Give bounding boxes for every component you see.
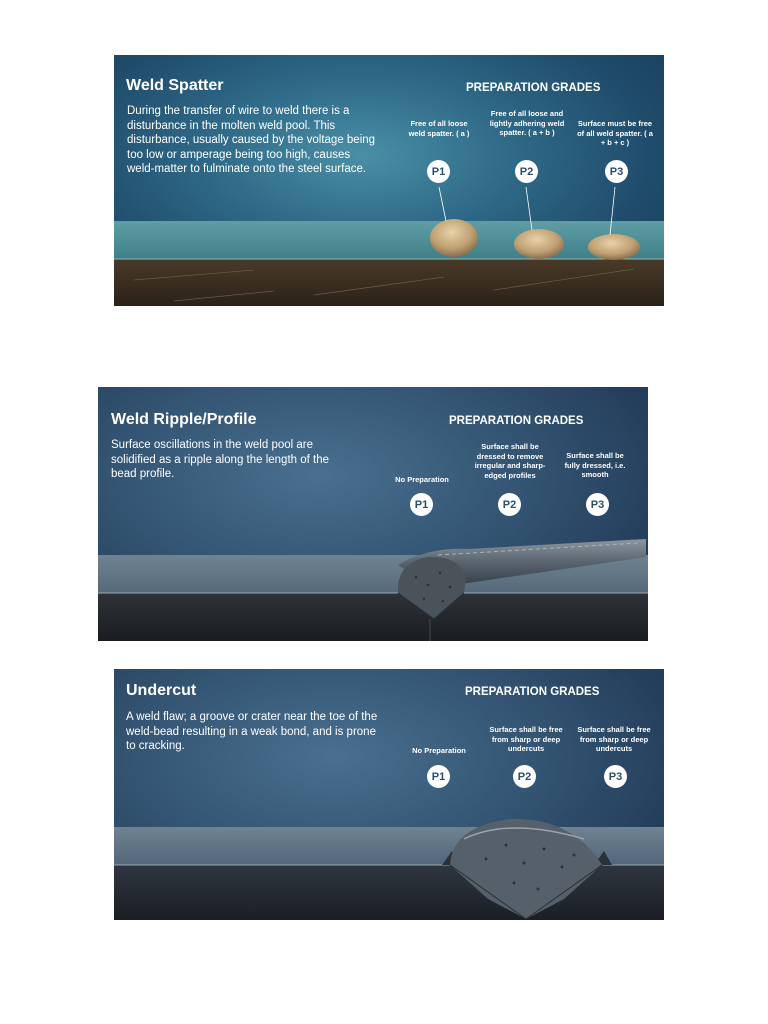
spatter-blob-c [588, 234, 640, 260]
grade-p3-description: Surface must be free of all weld spatter. ( a + b + c ) [577, 119, 653, 147]
panel-title: Weld Spatter [126, 77, 224, 94]
spatter-blob-a [430, 219, 478, 257]
panel-description: A weld flaw; a groove or crater near the toe of the weld-bead resulting in a weak bond, and is prone to cracking. [126, 711, 378, 752]
grade-p2-description: Surface shall be dressed to remove irregular and sharp-edged profiles [474, 442, 546, 480]
grade-p2-description: Surface shall be free from sharp or deep undercuts [489, 725, 563, 753]
grade-p3-badge: P3 [586, 493, 609, 516]
grade-p1-badge: P1 [410, 493, 433, 516]
spatter-blob-b [514, 229, 564, 259]
grade-p2-badge: P2 [515, 160, 538, 183]
grade-p3-description: Surface shall be fully dressed, i.e. smooth [564, 451, 626, 479]
weld-ripple-panel [98, 387, 648, 641]
grade-p1-badge: P1 [427, 765, 450, 788]
undercut-panel [114, 669, 664, 920]
weld-spatter-panel [114, 55, 664, 306]
grade-p3-badge: P3 [604, 765, 627, 788]
undercut-illustration [114, 669, 664, 920]
preparation-grades-heading: PREPARATION GRADES [449, 415, 584, 427]
preparation-grades-heading: PREPARATION GRADES [465, 686, 600, 698]
preparation-grades-heading: PREPARATION GRADES [466, 82, 601, 94]
grade-p3-badge: P3 [605, 160, 628, 183]
panel-description: During the transfer of wire to weld there is a disturbance in the molten weld pool. This disturbance, usually caused by the voltage being too low or amperage being too high, causes weld-matter to fulminate onto the steel surface. [127, 105, 376, 175]
panel-description: Surface oscillations in the weld pool are solidified as a ripple along the length of the bead profile. [111, 439, 330, 480]
grade-p3-description: Surface shall be free from sharp or deep undercuts [577, 725, 651, 753]
grade-p2-badge: P2 [498, 493, 521, 516]
grade-p2-badge: P2 [513, 765, 536, 788]
grade-p1-description: No Preparation [412, 746, 466, 755]
grade-p2-description: Free of all loose and lightly adhering weld spatter. ( a + b ) [489, 109, 565, 137]
grade-p1-description: No Preparation [395, 475, 449, 484]
grade-p1-description: Free of all loose weld spatter. ( a ) [408, 119, 470, 138]
panel-title: Undercut [126, 682, 197, 699]
grade-p1-badge: P1 [427, 160, 450, 183]
panel-title: Weld Ripple/Profile [111, 411, 257, 428]
